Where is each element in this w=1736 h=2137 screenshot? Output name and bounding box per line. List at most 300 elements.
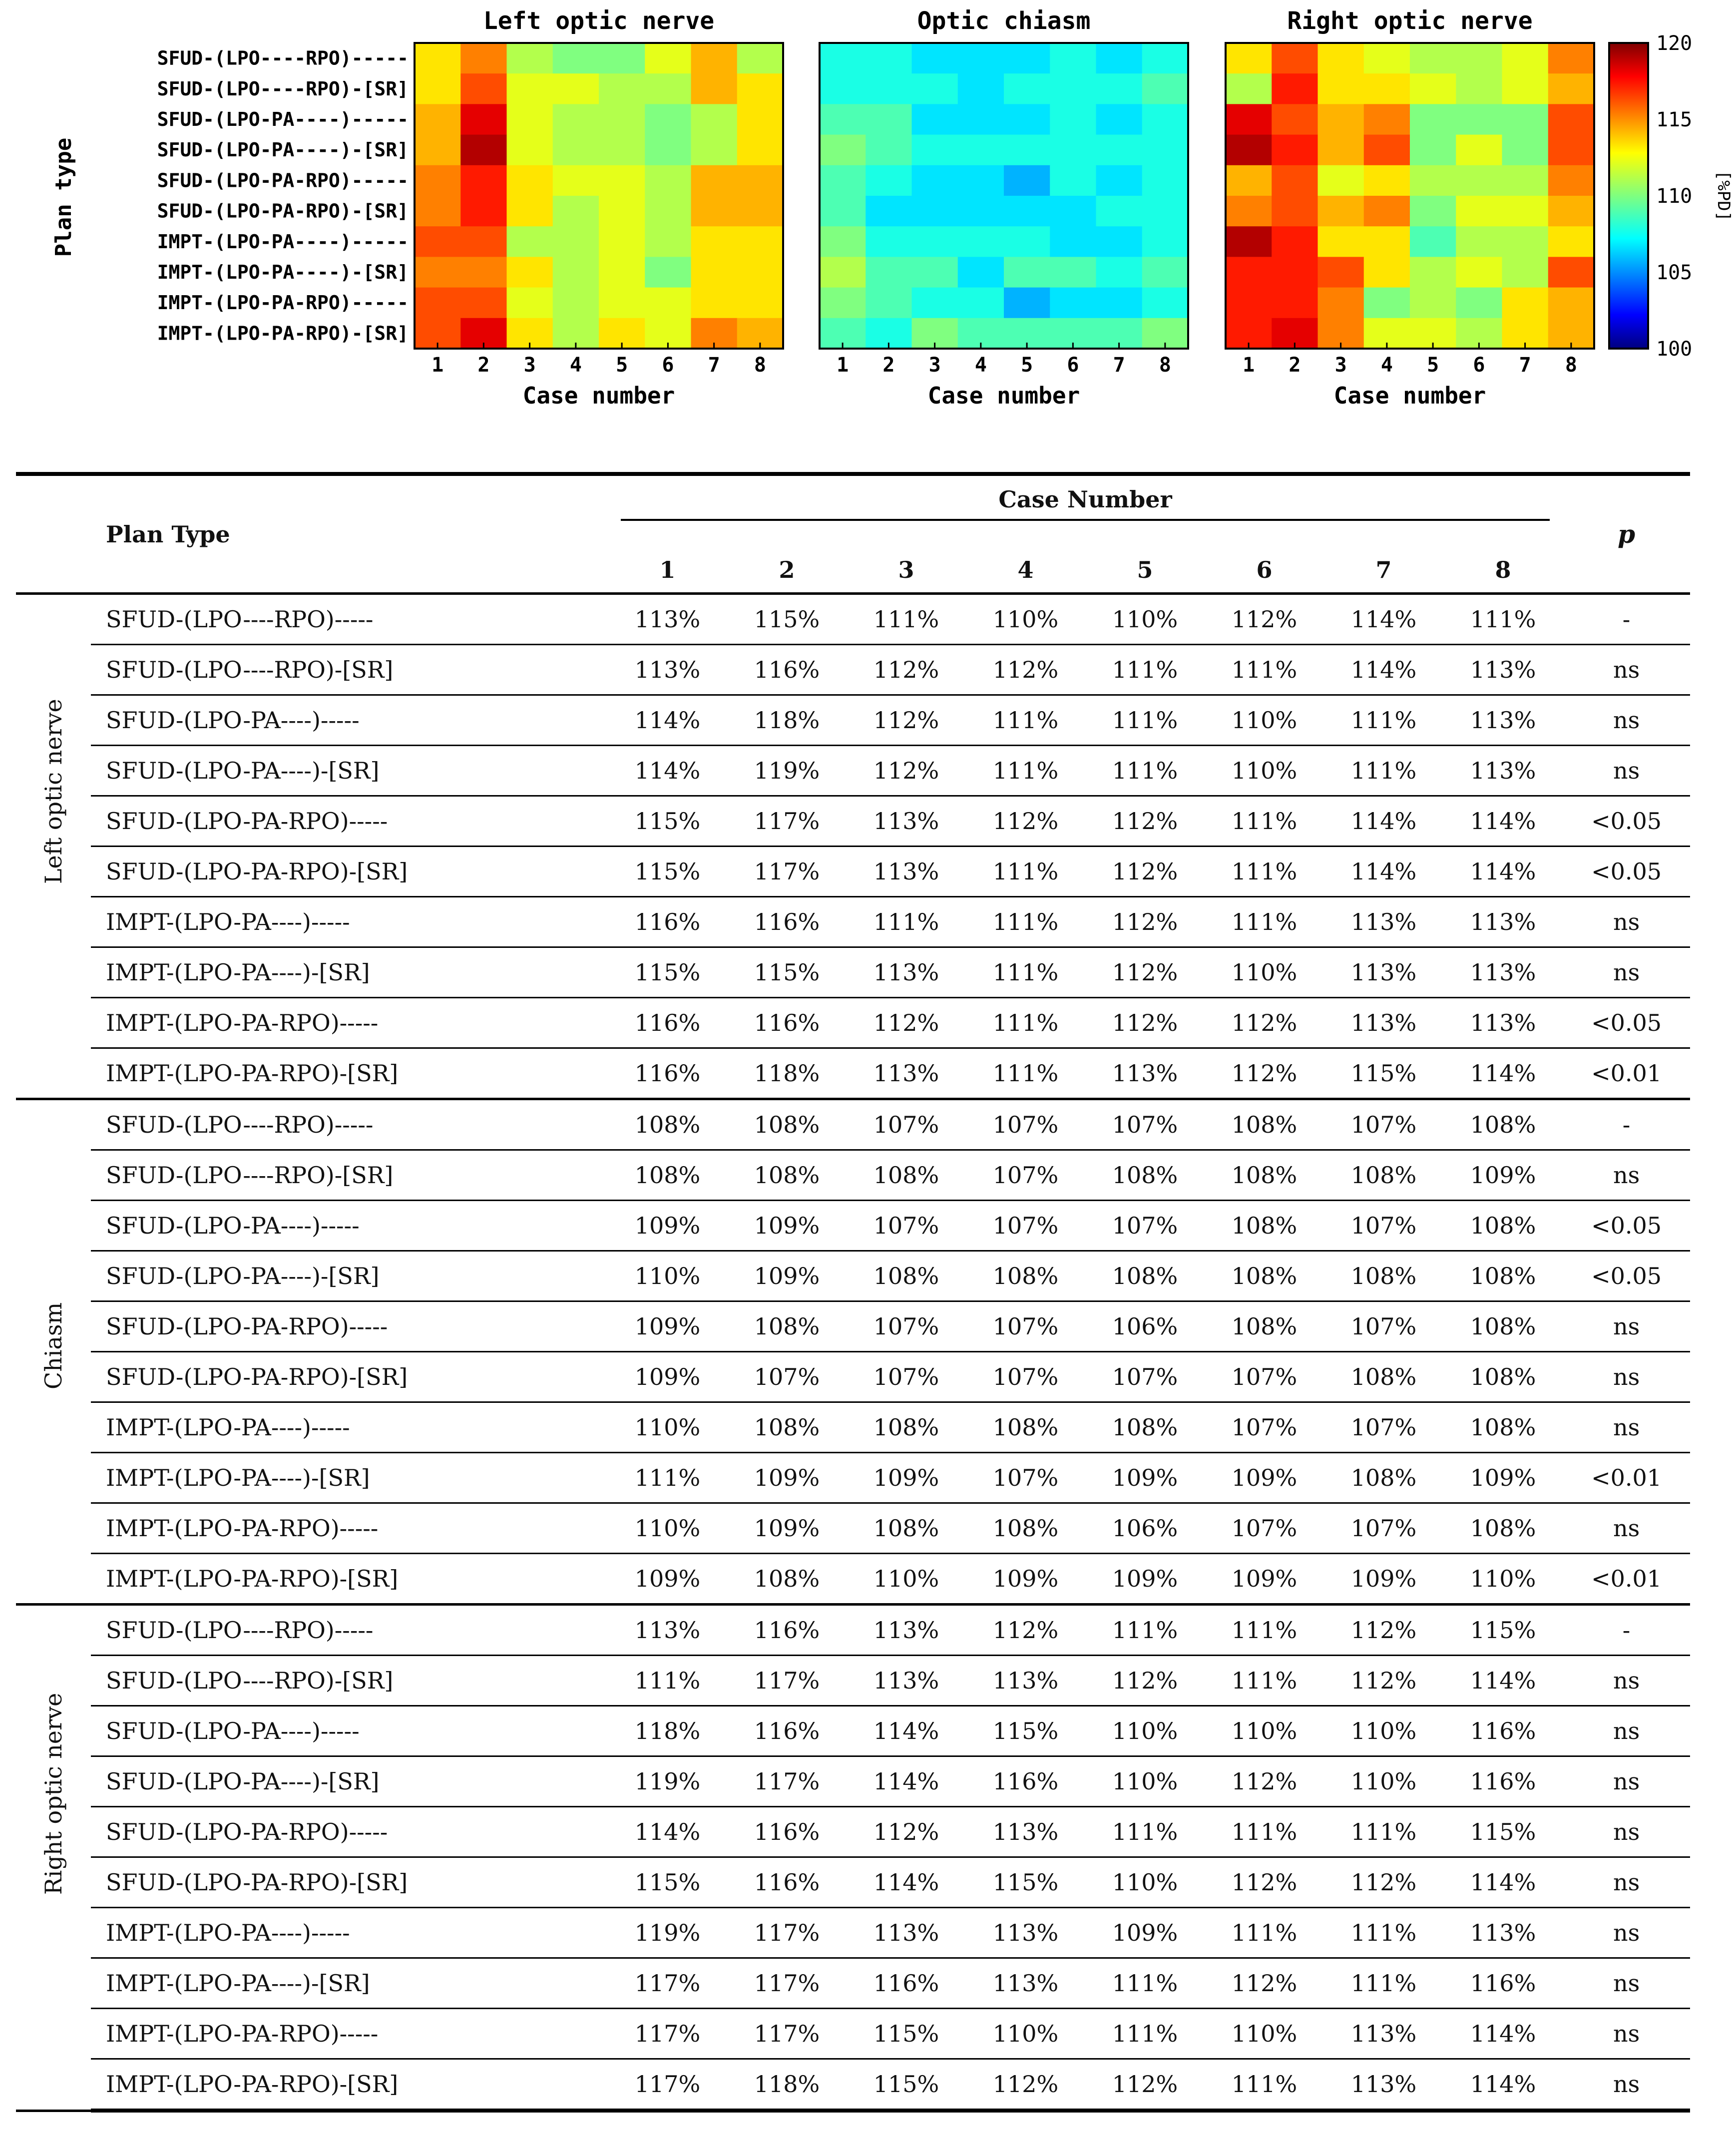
table-row [16, 1656, 1690, 1706]
heatmap-cell [599, 43, 645, 74]
plan-type-row-labels [157, 47, 409, 345]
heatmap-cell [415, 165, 461, 196]
heatmap-cell [1272, 104, 1318, 135]
heatmap-cell [1456, 196, 1502, 227]
heatmap-cell [1050, 257, 1096, 288]
heatmap-cell [599, 135, 645, 166]
value-cell: 107% [1085, 1352, 1205, 1402]
heatmap-cell [1142, 226, 1189, 257]
value-cell: 108% [1324, 1352, 1443, 1402]
table-row [16, 2009, 1690, 2059]
heatmap-cell [1050, 288, 1096, 319]
heatmap-cell [553, 257, 599, 288]
value-cell: 111% [1085, 695, 1205, 746]
row-label: SFUD-(LPO----RPO)-[SR] [157, 77, 409, 100]
value-cell: 114% [1324, 847, 1443, 897]
heatmap-cell [1548, 165, 1595, 196]
plan-type-cell: IMPT-(LPO-PA----)----- [91, 897, 608, 947]
row-label: SFUD-(LPO----RPO)----- [157, 47, 409, 69]
heatmap-cell [912, 104, 958, 135]
value-cell: 107% [966, 1352, 1085, 1402]
heatmap-cell [691, 226, 738, 257]
heatmap-cell [912, 226, 958, 257]
heatmap-cell [645, 73, 691, 104]
p-value-cell: ns [1563, 1756, 1690, 1807]
value-cell: 112% [1085, 1656, 1205, 1706]
value-cell: 108% [1085, 1402, 1205, 1453]
value-cell: 113% [1324, 947, 1443, 998]
value-cell: 112% [1205, 1756, 1324, 1807]
heatmap-cell [1410, 135, 1456, 166]
heatmap-cell [912, 257, 958, 288]
x-tick-label: 5 [616, 354, 628, 377]
heatmap-cell [1096, 257, 1143, 288]
value-cell: 112% [1324, 1656, 1443, 1706]
x-tick-label: 7 [708, 354, 720, 377]
value-cell: 109% [1324, 1554, 1443, 1605]
heatmap-cell [820, 257, 866, 288]
x-tick-label: 3 [523, 354, 536, 377]
value-cell: 114% [1443, 796, 1563, 847]
heatmap-cell [1548, 226, 1595, 257]
heatmap-cell [1364, 104, 1410, 135]
heatmap-cell [866, 135, 912, 166]
heatmap-cell [737, 43, 784, 74]
value-cell: 113% [1443, 897, 1563, 947]
heatmap-cell [507, 135, 553, 166]
x-tick-label: 2 [477, 354, 490, 377]
table-row [16, 1554, 1690, 1605]
p-value-cell: <0.05 [1563, 1201, 1690, 1251]
value-cell: 108% [1324, 1453, 1443, 1503]
case-number-column-header: 2 [727, 531, 847, 594]
value-cell: 116% [1443, 1958, 1563, 2009]
heatmap-cell [553, 43, 599, 74]
heatmap-cell [1272, 196, 1318, 227]
value-cell: 115% [608, 1857, 727, 1908]
value-cell: 111% [847, 594, 966, 645]
x-tick-label: 1 [1243, 354, 1255, 377]
value-cell: 113% [1324, 998, 1443, 1048]
heatmap-cell [866, 196, 912, 227]
heatmap-title: Right optic nerve [1287, 7, 1533, 35]
value-cell: 110% [608, 1503, 727, 1554]
x-tick-label: 1 [837, 354, 849, 377]
value-cell: 113% [1324, 2009, 1443, 2059]
heatmap-cell [691, 43, 738, 74]
table-row [16, 1150, 1690, 1201]
heatmap-cell [553, 104, 599, 135]
value-cell: 108% [966, 1402, 1085, 1453]
p-value-cell: ns [1563, 947, 1690, 998]
value-cell: 108% [1443, 1301, 1563, 1352]
value-cell: 115% [608, 847, 727, 897]
value-cell: 117% [608, 2059, 727, 2111]
heatmap-cell [912, 73, 958, 104]
heatmap-cell [1318, 43, 1364, 74]
heatmap-cell [912, 288, 958, 319]
heatmap-title: Optic chiasm [917, 7, 1091, 35]
value-cell: 109% [608, 1201, 727, 1251]
heatmap-cell [1004, 73, 1050, 104]
case-number-column-header: 5 [1085, 531, 1205, 594]
value-cell: 108% [1085, 1150, 1205, 1201]
plan-type-cell: SFUD-(LPO-PA-RPO)----- [91, 1301, 608, 1352]
heatmap-cell [866, 288, 912, 319]
table-row [16, 2059, 1690, 2111]
value-cell: 116% [727, 1605, 847, 1656]
table-row [16, 1706, 1690, 1756]
case-number-column-header: 8 [1443, 531, 1563, 594]
value-cell: 117% [727, 1908, 847, 1958]
heatmap-cell [958, 196, 1004, 227]
value-cell: 119% [727, 746, 847, 796]
value-cell: 108% [727, 1402, 847, 1453]
heatmap-cell [1410, 73, 1456, 104]
value-cell: 106% [1085, 1301, 1205, 1352]
plan-type-cell: SFUD-(LPO-PA----)-[SR] [91, 1251, 608, 1301]
case-number-column-header: 6 [1205, 531, 1324, 594]
value-cell: 114% [608, 1807, 727, 1857]
plan-type-cell: IMPT-(LPO-PA----)----- [91, 1908, 608, 1958]
table-row [16, 1807, 1690, 1857]
heatmap-cell [460, 196, 507, 227]
heatmap-cell [415, 257, 461, 288]
table-row [16, 897, 1690, 947]
value-cell: 111% [1205, 1605, 1324, 1656]
value-cell: 113% [1443, 1908, 1563, 1958]
plan-type-cell: SFUD-(LPO-PA-RPO)----- [91, 796, 608, 847]
value-cell: 116% [727, 1807, 847, 1857]
heatmap-cell [737, 73, 784, 104]
case-number-column-header: 3 [847, 531, 966, 594]
x-tick-label: 8 [1565, 354, 1577, 377]
heatmap-cell [553, 226, 599, 257]
table-row [16, 796, 1690, 847]
heatmap-cell [1410, 104, 1456, 135]
heatmap-cell [1272, 165, 1318, 196]
heatmap-cell [1548, 104, 1595, 135]
heatmap-cell [912, 196, 958, 227]
value-cell: 109% [1085, 1908, 1205, 1958]
heatmap-cell [1004, 104, 1050, 135]
value-cell: 113% [1324, 897, 1443, 947]
heatmap-cell [820, 43, 866, 74]
value-cell: 112% [1205, 1048, 1324, 1099]
value-cell: 108% [1324, 1150, 1443, 1201]
value-cell: 111% [1324, 1807, 1443, 1857]
p-value-cell: ns [1563, 2009, 1690, 2059]
heatmap-cell [1096, 226, 1143, 257]
heatmap-cell [507, 165, 553, 196]
p-value-cell: ns [1563, 645, 1690, 695]
heatmap-cell [599, 104, 645, 135]
value-cell: 111% [966, 847, 1085, 897]
heatmap-cell [1364, 226, 1410, 257]
p-value-cell: - [1563, 594, 1690, 645]
value-cell: 118% [727, 1048, 847, 1099]
heatmap-cell [820, 165, 866, 196]
p-value-cell: <0.05 [1563, 796, 1690, 847]
value-cell: 108% [1205, 1150, 1324, 1201]
value-cell: 110% [1085, 1756, 1205, 1807]
value-cell: 107% [727, 1352, 847, 1402]
heatmap-cell [1096, 73, 1143, 104]
plan-type-cell: IMPT-(LPO-PA-RPO)-[SR] [91, 1048, 608, 1099]
value-cell: 111% [1205, 796, 1324, 847]
heatmap-cell [1004, 165, 1050, 196]
heatmap-cell [460, 43, 507, 74]
heatmap-cell [737, 226, 784, 257]
value-cell: 114% [1443, 847, 1563, 897]
value-cell: 113% [847, 947, 966, 998]
heatmap-cell [1272, 288, 1318, 319]
value-cell: 109% [1085, 1554, 1205, 1605]
value-cell: 115% [847, 2009, 966, 2059]
table-row [16, 1251, 1690, 1301]
value-cell: 117% [727, 796, 847, 847]
heatmap-cell [1318, 135, 1364, 166]
value-cell: 116% [847, 1958, 966, 2009]
table-row [16, 1201, 1690, 1251]
value-cell: 112% [847, 695, 966, 746]
heatmap-cell [1318, 73, 1364, 104]
p-value-cell: ns [1563, 695, 1690, 746]
value-cell: 107% [1324, 1301, 1443, 1352]
table-row [16, 1402, 1690, 1453]
plan-type-cell: IMPT-(LPO-PA----)----- [91, 1402, 608, 1453]
heatmap-cell [599, 73, 645, 104]
heatmap-cell [1050, 165, 1096, 196]
value-cell: 116% [727, 1857, 847, 1908]
heatmap-cell [599, 165, 645, 196]
row-label: IMPT-(LPO-PA-RPO)-[SR] [157, 322, 409, 345]
heatmap-panel [1226, 7, 1595, 409]
value-cell: 112% [1324, 1605, 1443, 1656]
value-cell: 111% [1205, 897, 1324, 947]
value-cell: 107% [847, 1301, 966, 1352]
value-cell: 117% [727, 2009, 847, 2059]
heatmap-cell [1004, 135, 1050, 166]
value-cell: 108% [847, 1251, 966, 1301]
p-value-cell: - [1563, 1605, 1690, 1656]
heatmap-cell [1004, 43, 1050, 74]
x-tick-label: 6 [1473, 354, 1485, 377]
value-cell: 113% [608, 1605, 727, 1656]
heatmap-cell [1318, 288, 1364, 319]
value-cell: 108% [1443, 1099, 1563, 1150]
heatmap-cell [1548, 73, 1595, 104]
value-cell: 107% [1324, 1503, 1443, 1554]
p-value-cell: <0.05 [1563, 1251, 1690, 1301]
heatmap-cell [460, 104, 507, 135]
group-cell [16, 1099, 91, 1605]
value-cell: 107% [1085, 1201, 1205, 1251]
heatmap-cell [1318, 196, 1364, 227]
heatmap-cell [645, 288, 691, 319]
heatmap-cell [1502, 73, 1549, 104]
heatmap-cell [958, 165, 1004, 196]
value-cell: 111% [1085, 645, 1205, 695]
value-cell: 118% [608, 1706, 727, 1756]
value-cell: 117% [727, 1958, 847, 2009]
value-cell: 112% [1205, 1958, 1324, 2009]
value-cell: 107% [1085, 1099, 1205, 1150]
heatmap-cell [460, 288, 507, 319]
plan-type-cell: SFUD-(LPO----RPO)----- [91, 1605, 608, 1656]
heatmap-cell [1318, 257, 1364, 288]
p-value-header: p [1563, 474, 1690, 594]
value-cell: 110% [966, 2009, 1085, 2059]
value-cell: 108% [847, 1503, 966, 1554]
value-cell: 112% [847, 1807, 966, 1857]
value-cell: 111% [1205, 1656, 1324, 1706]
value-cell: 111% [966, 695, 1085, 746]
value-cell: 115% [1443, 1605, 1563, 1656]
row-label: IMPT-(LPO-PA-RPO)----- [157, 292, 409, 314]
colorbar-tick-label: 115 [1656, 108, 1693, 131]
heatmap-cell [1004, 257, 1050, 288]
value-cell: 112% [966, 645, 1085, 695]
value-cell: 114% [847, 1706, 966, 1756]
heatmap-cell [1364, 165, 1410, 196]
x-tick-label: 1 [432, 354, 444, 377]
heatmap-cell [1096, 288, 1143, 319]
x-tick-label: 3 [928, 354, 941, 377]
p-value-cell: ns [1563, 1908, 1690, 1958]
value-cell: 111% [1324, 746, 1443, 796]
heatmap-cell [1226, 135, 1272, 166]
value-cell: 109% [1205, 1453, 1324, 1503]
value-cell: 115% [847, 2059, 966, 2111]
value-cell: 111% [966, 746, 1085, 796]
value-cell: 111% [1324, 1958, 1443, 2009]
p-value-cell: ns [1563, 1150, 1690, 1201]
heatmap-cell [460, 226, 507, 257]
colorbar-tick-label: 100 [1656, 338, 1693, 361]
value-cell: 110% [966, 594, 1085, 645]
heatmap-cell [1548, 288, 1595, 319]
value-cell: 108% [966, 1251, 1085, 1301]
value-cell: 108% [727, 1301, 847, 1352]
p-value-cell: ns [1563, 1706, 1690, 1756]
value-cell: 113% [1324, 2059, 1443, 2111]
value-cell: 113% [966, 1908, 1085, 1958]
value-cell: 110% [1085, 1706, 1205, 1756]
heatmap-cell [691, 104, 738, 135]
heatmap-panels [415, 7, 1595, 409]
p-value-cell: ns [1563, 897, 1690, 947]
value-cell: 112% [966, 796, 1085, 847]
plan-type-cell: SFUD-(LPO----RPO)-[SR] [91, 645, 608, 695]
plan-type-cell: SFUD-(LPO----RPO)----- [91, 1099, 608, 1150]
value-cell: 115% [966, 1857, 1085, 1908]
value-cell: 110% [1085, 594, 1205, 645]
heatmap-cell [460, 73, 507, 104]
heatmap-cell [737, 196, 784, 227]
heatmap-cell [1364, 288, 1410, 319]
value-cell: 110% [1205, 695, 1324, 746]
heatmap-cell [1050, 73, 1096, 104]
heatmap-cell [507, 288, 553, 319]
heatmap-cell [645, 135, 691, 166]
value-cell: 115% [1324, 1048, 1443, 1099]
table-row [16, 1048, 1690, 1099]
value-cell: 115% [608, 796, 727, 847]
table-row [16, 1099, 1690, 1150]
heatmap-cell [820, 226, 866, 257]
heatmap-cell [958, 73, 1004, 104]
value-cell: 113% [966, 1656, 1085, 1706]
heatmap-cell [1456, 226, 1502, 257]
heatmap-panel [820, 7, 1189, 409]
value-cell: 114% [847, 1857, 966, 1908]
value-cell: 116% [608, 897, 727, 947]
heatmap-cell [1226, 226, 1272, 257]
table-row [16, 847, 1690, 897]
heatmap-cell [599, 226, 645, 257]
table-row [16, 1958, 1690, 2009]
heatmap-cell [1272, 43, 1318, 74]
value-cell: 109% [1205, 1554, 1324, 1605]
heatmap-cell [1548, 43, 1595, 74]
table-row [16, 947, 1690, 998]
value-cell: 119% [608, 1756, 727, 1807]
heatmap-cell [415, 104, 461, 135]
group-label: Right optic nerve [40, 1693, 67, 1895]
heatmap-cell [1456, 165, 1502, 196]
heatmap-cell [1142, 43, 1189, 74]
heatmap-cell [1004, 288, 1050, 319]
heatmap-cell [1456, 104, 1502, 135]
value-cell: 111% [1205, 645, 1324, 695]
plan-type-cell: IMPT-(LPO-PA----)-[SR] [91, 1958, 608, 2009]
heatmap-cell [507, 73, 553, 104]
heatmap-cell [1050, 226, 1096, 257]
heatmap-cell [958, 226, 1004, 257]
value-cell: 107% [966, 1099, 1085, 1150]
value-cell: 114% [1324, 645, 1443, 695]
value-cell: 110% [1205, 2009, 1324, 2059]
heatmap-cell [691, 135, 738, 166]
heatmap-cell [1050, 43, 1096, 74]
table-row [16, 1301, 1690, 1352]
heatmap-cell [820, 196, 866, 227]
value-cell: 116% [727, 897, 847, 947]
heatmap-cell [415, 43, 461, 74]
plan-type-cell: IMPT-(LPO-PA----)-[SR] [91, 1453, 608, 1503]
heatmap-cell [645, 226, 691, 257]
colorbar-tick-label: 110 [1656, 185, 1693, 208]
table-row [16, 1605, 1690, 1656]
table-row [16, 1352, 1690, 1402]
plan-type-cell: IMPT-(LPO-PA-RPO)-[SR] [91, 2059, 608, 2111]
heatmap-cell [415, 288, 461, 319]
group-cell [16, 1605, 91, 2111]
heatmap-cell [645, 196, 691, 227]
heatmap-cell [553, 73, 599, 104]
table-row [16, 998, 1690, 1048]
value-cell: 116% [966, 1756, 1085, 1807]
p-value-cell: ns [1563, 746, 1690, 796]
value-cell: 108% [1085, 1251, 1205, 1301]
plan-type-cell: IMPT-(LPO-PA----)-[SR] [91, 947, 608, 998]
value-cell: 107% [847, 1099, 966, 1150]
group-cell [16, 594, 91, 1099]
x-tick-label: 3 [1334, 354, 1347, 377]
table-row [16, 1503, 1690, 1554]
value-cell: 111% [847, 897, 966, 947]
